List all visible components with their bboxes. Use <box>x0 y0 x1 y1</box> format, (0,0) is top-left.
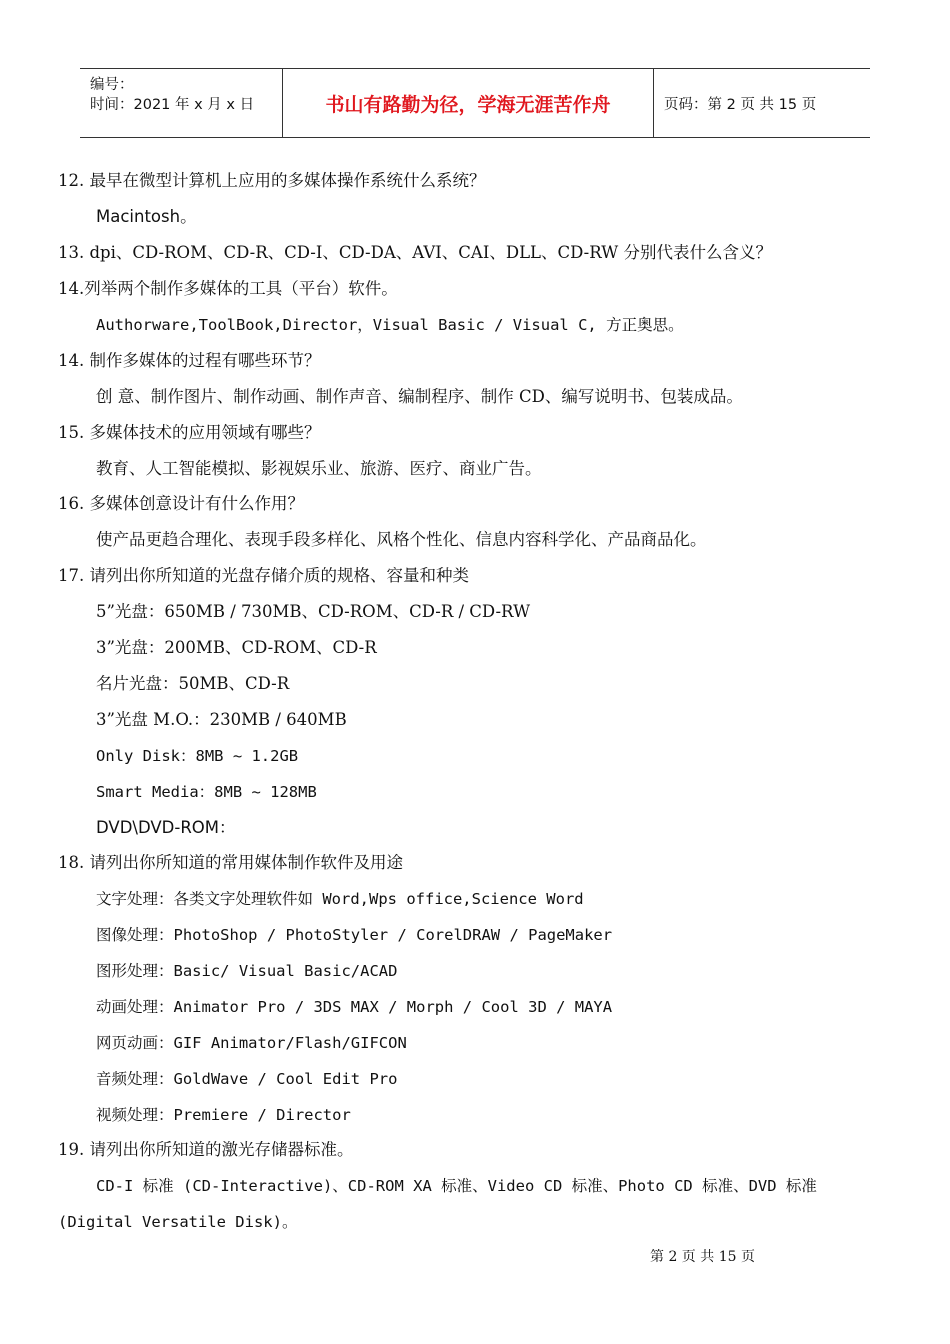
page-footer: 第 2 页 共 15 页 <box>650 1249 755 1265</box>
answer-19-line: (Digital Versatile Disk)。 <box>58 1213 298 1231</box>
answer-17-item: 3”光盘 M.O.：230MB / 640MB <box>96 710 347 729</box>
document-date-label: 时间：2021 年 x 月 x 日 <box>90 97 255 113</box>
answer-18-item: 音频处理：GoldWave / Cool Edit Pro <box>96 1070 398 1088</box>
header-page-cell <box>654 69 870 137</box>
answer-17-item: Only Disk：8MB ~ 1.2GB <box>96 747 299 765</box>
question-19: 19. 请列出你所知道的激光存储器标准。 <box>58 1140 354 1159</box>
page-header <box>80 68 870 138</box>
answer-17-item: 3”光盘：200MB、CD-ROM、CD-R <box>96 638 377 657</box>
header-motto-cell <box>282 69 654 137</box>
question-16: 16. 多媒体创意设计有什么作用？ <box>58 494 304 513</box>
answer-12: Macintosh。 <box>96 207 197 226</box>
answer-18-item: 网页动画：GIF Animator/Flash/GIFCON <box>96 1034 407 1052</box>
answer-18-item: 图像处理：PhotoShop / PhotoStyler / CorelDRAW / PageMaker <box>96 926 613 944</box>
header-page-info: 页码：第 2 页 共 15 页 <box>664 96 817 113</box>
answer-16: 使产品更趋合理化、表现手段多样化、风格个性化、信息内容科学化、产品商品化。 <box>96 530 707 549</box>
answer-15: 教育、人工智能模拟、影视娱乐业、旅游、医疗、商业广告。 <box>96 459 542 478</box>
answer-18-item: 视频处理：Premiere / Director <box>96 1106 351 1124</box>
answer-17-item: Smart Media：8MB ~ 128MB <box>96 783 317 801</box>
answer-17-item: DVD\DVD-ROM： <box>96 818 236 837</box>
answer-14-process: 创 意、制作图片、制作动画、制作声音、编制程序、制作 CD、编写说明书、包装成品。 <box>96 387 743 406</box>
answer-17-item: 5”光盘：650MB / 730MB、CD-ROM、CD-R / CD-RW <box>96 602 531 621</box>
answer-18-item: 图形处理：Basic/ Visual Basic/ACAD <box>96 962 398 980</box>
question-14-process: 14. 制作多媒体的过程有哪些环节？ <box>58 351 321 370</box>
document-number-label: 编号： <box>90 77 134 93</box>
question-12: 12. 最早在微型计算机上应用的多媒体操作系统什么系统？ <box>58 171 486 190</box>
answer-14-tools: Authorware,ToolBook,Director，Visual Basic / Visual C, 方正奥思。 <box>96 316 684 334</box>
question-18: 18. 请列出你所知道的常用媒体制作软件及用途 <box>58 853 403 872</box>
answer-19-line: CD-I 标准 (CD-Interactive)、CD-ROM XA 标准、Video CD 标准、Photo CD 标准、DVD 标准 <box>96 1177 817 1195</box>
question-15: 15. 多媒体技术的应用领域有哪些？ <box>58 423 321 442</box>
header-motto: 书山有路勤为径，学海无涯苦作舟 <box>325 93 611 116</box>
answer-18-item: 动画处理：Animator Pro / 3DS MAX / Morph / Cool 3D / MAYA <box>96 998 613 1016</box>
question-13: 13. dpi、CD-ROM、CD-R、CD-I、CD-DA、AVI、CAI、DLL、CD-RW 分别代表什么含义？ <box>58 243 772 262</box>
answer-17-item: 名片光盘：50MB、CD-R <box>96 674 290 693</box>
question-14-tools: 14.列举两个制作多媒体的工具（平台）软件。 <box>58 279 398 298</box>
answer-18-item: 文字处理：各类文字处理软件如 Word,Wps office,Science Word <box>96 890 584 908</box>
question-17: 17. 请列出你所知道的光盘存储介质的规格、容量和种类 <box>58 566 469 585</box>
header-left-cell <box>80 69 282 137</box>
